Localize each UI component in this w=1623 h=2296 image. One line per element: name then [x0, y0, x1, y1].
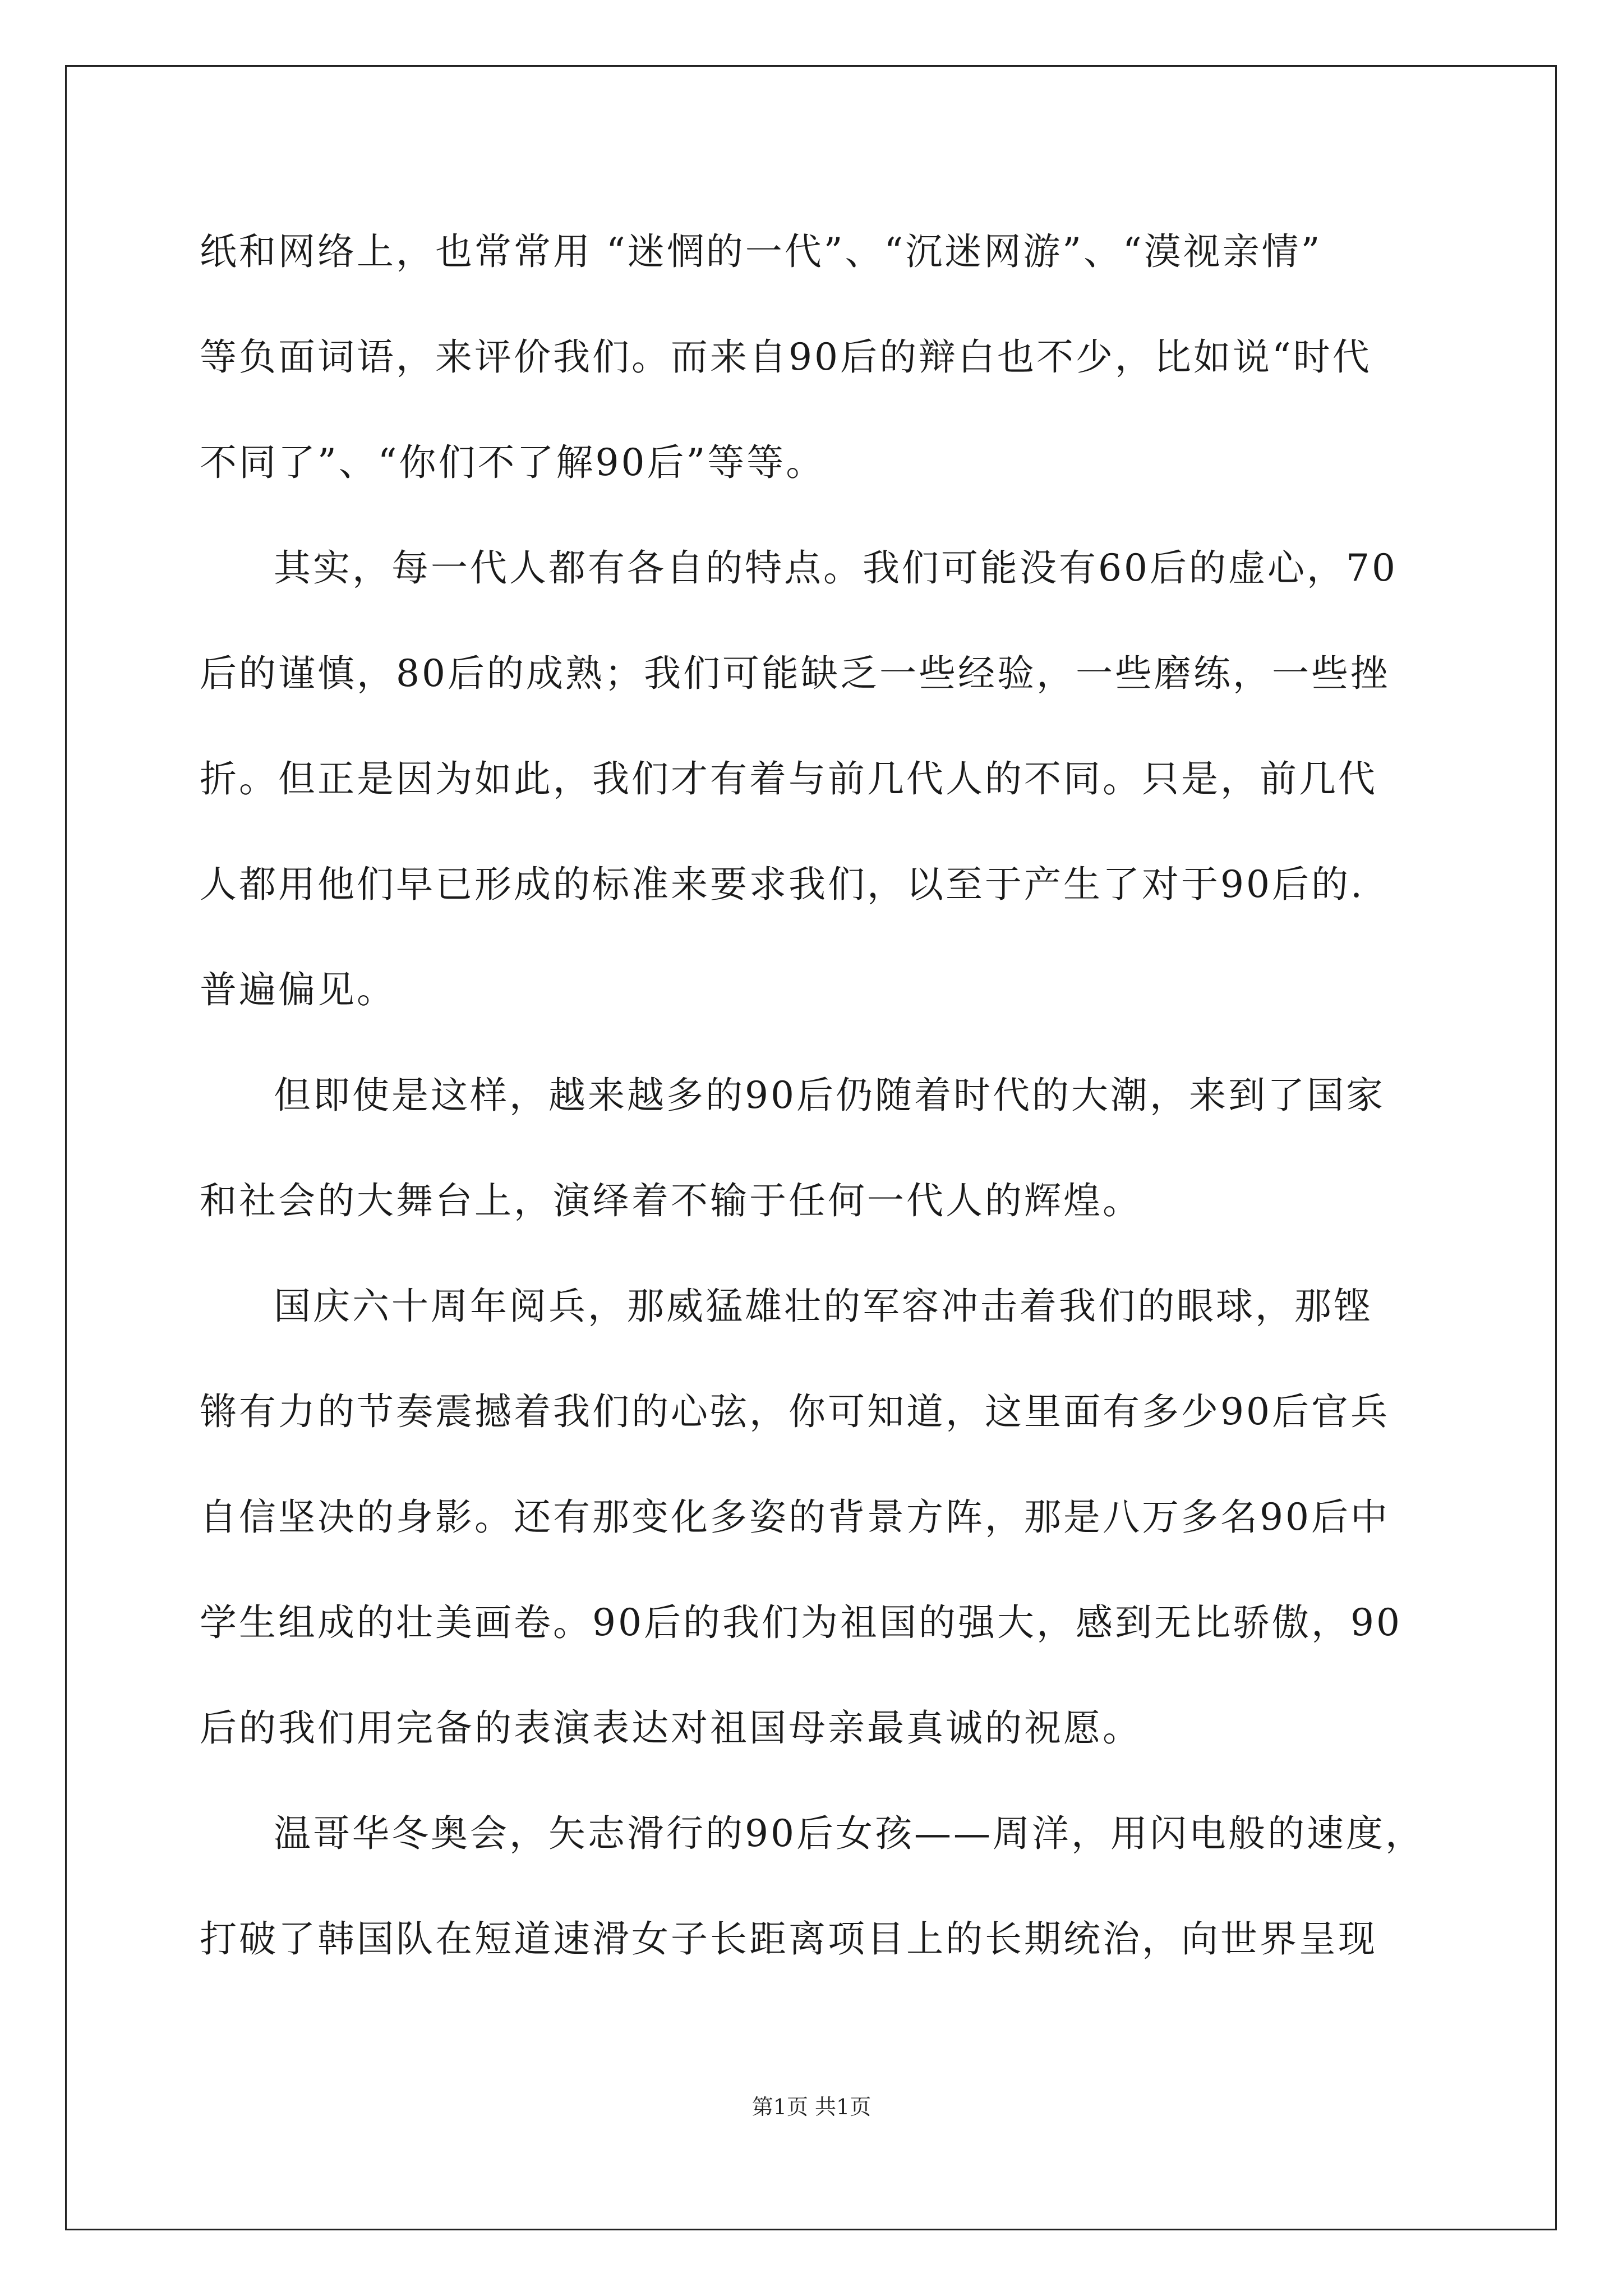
text-line: 不同了”、“你们不了解90后”等等。: [200, 441, 826, 484]
page-footer: 第1页 共1页: [751, 2095, 872, 2119]
paragraph-start-line: 温哥华冬奥会，矢志滑行的90后女孩——周洋，用闪电般的速度，: [274, 1812, 1424, 1855]
text-line: 纸和网络上，也常常用 “迷惘的一代”、“沉迷网游”、“漠视亲情”: [200, 230, 1322, 273]
paragraph-start-line: 但即使是这样，越来越多的90后仍随着时代的大潮，来到了国家: [274, 1074, 1385, 1117]
text-line: 折。但正是因为如此，我们才有着与前几代人的不同。只是，前几代: [200, 757, 1377, 800]
text-line: 后的谨慎，80后的成熟；我们可能缺乏一些经验，一些磨练，一些挫: [200, 652, 1390, 695]
text-line: 学生组成的壮美画卷。90后的我们为祖国的强大，感到无比骄傲，90: [200, 1601, 1402, 1644]
text-line: 和社会的大舞台上，演绎着不输于任何一代人的辉煌。: [200, 1179, 1142, 1222]
text-line: 锵有力的节奏震撼着我们的心弦，你可知道，这里面有多少90后官兵: [200, 1390, 1390, 1433]
text-line: 等负面词语，来评价我们。而来自90后的辩白也不少，比如说“时代: [200, 335, 1372, 379]
text-line: 自信坚决的身影。还有那变化多姿的背景方阵，那是八万多名90后中: [200, 1496, 1390, 1539]
text-line: 普遍偏见。: [200, 968, 396, 1011]
document-body: [200, 199, 1433, 1992]
paragraph-start-line: 国庆六十周年阅兵，那威猛雄壮的军容冲击着我们的眼球，那铿: [274, 1285, 1373, 1328]
text-line: 人都用他们早已形成的标准来要求我们，以至于产生了对于90后的.: [200, 863, 1364, 906]
text-line: 打破了韩国队在短道速滑女子长距离项目上的长期统治，向世界呈现: [200, 1917, 1377, 1961]
text-line: 后的我们用完备的表演表达对祖国母亲最真诚的祝愿。: [200, 1706, 1142, 1750]
paragraph-start-line: 其实，每一代人都有各自的特点。我们可能没有60后的虚心，70: [274, 546, 1398, 590]
